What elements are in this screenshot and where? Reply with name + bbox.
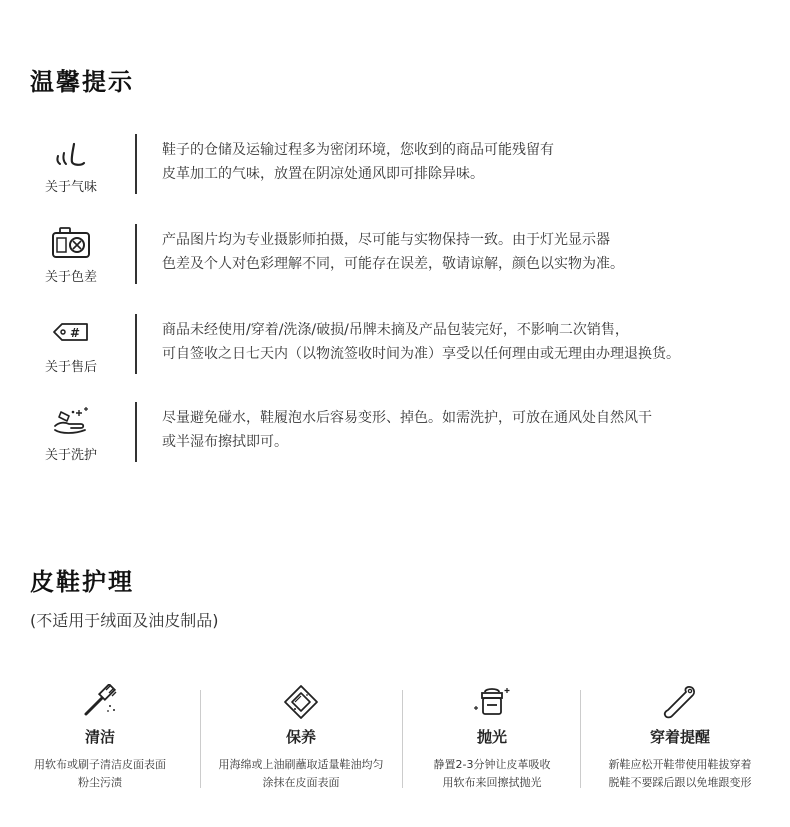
notice-row-smell	[0, 132, 790, 212]
care-item-title: 抛光	[476, 728, 507, 746]
divider	[135, 224, 137, 284]
care-desc-line: 新鞋应松开鞋带使用鞋拔穿着	[608, 758, 752, 771]
notice-icon-wrap	[30, 132, 112, 212]
care-desc-line: 粉尘污渍	[78, 776, 122, 789]
care-grid	[0, 682, 790, 802]
notice-label: 关于洗护	[44, 448, 97, 463]
care-title: 皮鞋护理	[30, 568, 134, 596]
shoehorn-icon	[660, 684, 700, 722]
notice-icon-wrap	[30, 222, 112, 302]
notice-text	[162, 138, 772, 186]
care-desc-line: 用海绵或上油刷蘸取适量鞋油均匀	[218, 758, 384, 771]
tag-icon	[51, 316, 91, 352]
divider	[135, 134, 137, 194]
wash-icon	[51, 404, 91, 440]
notice-line: 商品未经使用/穿着/洗涤/破损/吊牌未摘及产品包装完好，不影响二次销售，	[162, 322, 629, 338]
polish-jar-icon	[472, 684, 512, 722]
smell-icon	[51, 136, 91, 172]
care-item-polish	[392, 682, 592, 802]
care-item-desc	[392, 756, 592, 792]
notice-line: 可自签收之日七天内（以物流签收时间为准）享受以任何理由或无理由办理退换货。	[162, 346, 680, 362]
care-item-title: 穿着提醒	[649, 728, 710, 746]
care-desc-line: 脱鞋不要踩后跟以免堆跟变形	[608, 776, 752, 789]
care-item-desc	[201, 756, 401, 792]
notice-line: 鞋子的仓储及运输过程多为密闭环境，您收到的商品可能残留有	[162, 142, 554, 158]
divider	[135, 314, 137, 374]
care-desc-line: 用软布或刷子清洁皮面表面	[34, 758, 166, 771]
notice-line: 皮革加工的气味，放置在阴凉处通风即可排除异味。	[162, 166, 484, 182]
notice-text	[162, 406, 772, 454]
care-item-clean	[0, 682, 200, 802]
care-subtitle: (不适用于绒面及油皮制品)	[30, 611, 219, 630]
notice-line: 尽量避免碰水，鞋履泡水后容易变形、掉色。如需洗护，可放在通风处自然风干	[162, 410, 652, 426]
notice-line: 或半湿布擦拭即可。	[162, 434, 288, 450]
notice-row-aftersales	[0, 312, 790, 392]
notice-row-wash	[0, 400, 790, 480]
notice-text	[162, 228, 772, 276]
care-desc-line: 静置2-3分钟让皮革吸收	[433, 758, 551, 771]
notice-line: 产品图片均为专业摄影师拍摄，尽可能与实物保持一致。由于灯光显示器	[162, 232, 610, 248]
care-desc-line: 涂抹在皮面表面	[262, 776, 340, 789]
care-item-wear	[580, 682, 780, 802]
camera-icon	[51, 226, 91, 262]
notice-icon-wrap	[30, 312, 112, 392]
tag-symbol: #	[69, 326, 81, 340]
brush-icon	[80, 684, 120, 722]
notice-label: 关于色差	[44, 270, 97, 285]
care-item-title: 清洁	[84, 728, 115, 746]
care-item-maintain	[201, 682, 401, 802]
care-desc-line: 用软布来回擦拭抛光	[442, 776, 542, 789]
care-item-desc	[0, 756, 200, 792]
notice-row-color	[0, 222, 790, 302]
care-item-desc	[580, 756, 780, 792]
divider	[135, 402, 137, 462]
notice-label: 关于售后	[44, 360, 97, 375]
sponge-icon	[281, 684, 321, 722]
notice-line: 色差及个人对色彩理解不同，可能存在误差，敬请谅解，颜色以实物为准。	[162, 256, 624, 272]
care-item-title: 保养	[285, 728, 316, 746]
notice-label: 关于气味	[44, 180, 97, 195]
notice-title: 温馨提示	[30, 68, 134, 96]
notice-text	[162, 318, 772, 366]
notice-icon-wrap	[30, 400, 112, 480]
